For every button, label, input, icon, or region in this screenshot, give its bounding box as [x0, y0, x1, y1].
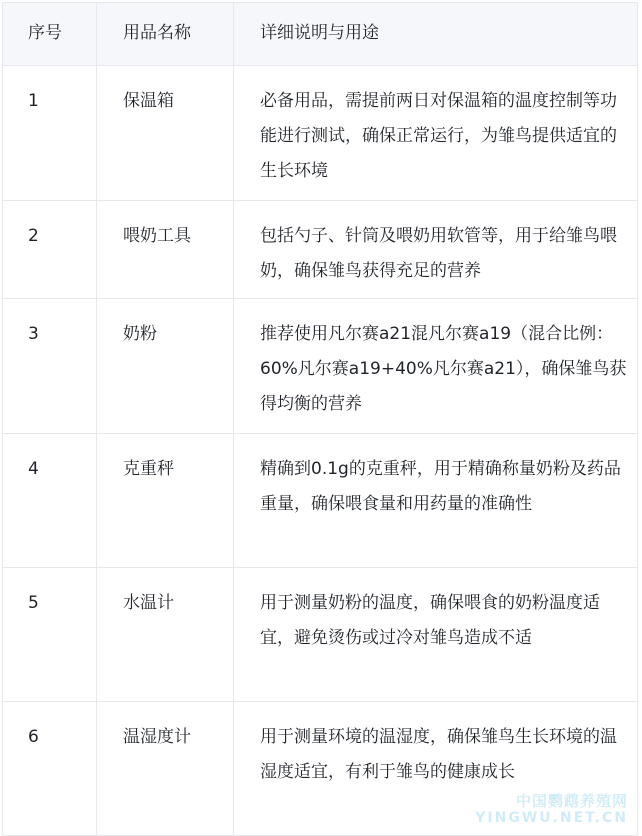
row-index: 4 [3, 434, 97, 567]
row-item-name: 奶粉 [97, 299, 234, 433]
watermark-line-cn: 中国鹦鹉养殖网 [515, 792, 628, 810]
row-index: 5 [3, 568, 97, 701]
row-index: 6 [3, 702, 97, 835]
site-watermark [475, 793, 628, 827]
row-item-name: 克重秤 [97, 434, 234, 567]
row-description: 推荐使用凡尔赛a21混凡尔赛a19（混合比例：60%凡尔赛a19+40%凡尔赛a21），确保雏鸟获得均衡的营养 [260, 324, 627, 414]
supplies-table [2, 2, 638, 836]
row-index: 3 [3, 299, 97, 433]
table-header-row [3, 3, 637, 65]
row-description: 包括勺子、针筒及喂奶用软管等，用于给雏鸟喂奶，确保雏鸟获得充足的营养 [260, 226, 617, 281]
row-description: 必备用品，需提前两日对保温箱的温度控制等功能进行测试，确保正常运行，为雏鸟提供适宜的生长环境 [260, 91, 617, 181]
row-description: 精确到0.1g的克重秤，用于精确称量奶粉及药品重量，确保喂食量和用药量的准确性 [260, 459, 621, 514]
header-item-name: 用品名称 [97, 3, 234, 65]
row-description: 用于测量奶粉的温度，确保喂食的奶粉温度适宜，避免烫伤或过冷对雏鸟造成不适 [260, 593, 600, 648]
row-index: 1 [3, 66, 97, 200]
row-item-name: 喂奶工具 [97, 201, 234, 298]
header-description: 详细说明与用途 [260, 23, 379, 43]
row-description: 用于测量环境的温湿度，确保雏鸟生长环境的温湿度适宜，有利于雏鸟的健康成长 [260, 727, 617, 782]
row-index: 2 [3, 201, 97, 298]
table-row [3, 298, 637, 433]
row-item-name: 保温箱 [97, 66, 234, 200]
row-item-name: 温湿度计 [97, 702, 234, 835]
table-row [3, 200, 637, 298]
header-index: 序号 [3, 3, 97, 65]
watermark-line-url: YINGWU.NET.CN [475, 810, 628, 826]
row-item-name: 水温计 [97, 568, 234, 701]
table-row [3, 433, 637, 567]
table-row [3, 65, 637, 200]
table-row [3, 567, 637, 701]
